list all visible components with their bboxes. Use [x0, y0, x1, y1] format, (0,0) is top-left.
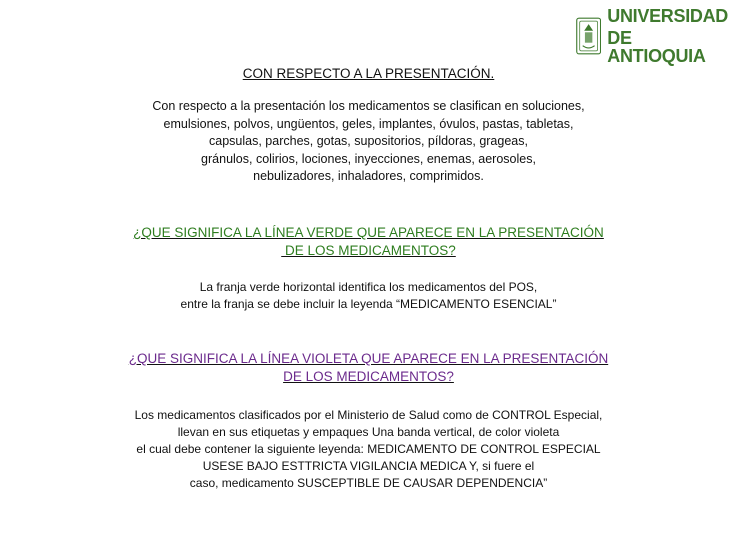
- paragraph-line: La franja verde horizontal identifica los medicamentos del POS,: [199, 280, 538, 294]
- paragraph-line: nebulizadores, inhaladores, comprimidos.: [253, 169, 484, 183]
- paragraph-line: emulsiones, polvos, ungüentos, geles, implantes, óvulos, pastas, tabletas,: [163, 116, 574, 131]
- heading-line: ¿QUE SIGNIFICA LA LÍNEA VIOLETA QUE APARECE EN LA PRESENTACIÓN: [128, 351, 609, 366]
- paragraph-line: gránulos, colirios, lociones, inyecciones, enemas, aerosoles,: [201, 151, 536, 166]
- logo-line-1: UNIVERSIDAD: [607, 6, 728, 26]
- violet-line-paragraph: [0, 407, 737, 492]
- presentation-heading: CON RESPECTO A LA PRESENTACIÓN.: [242, 66, 495, 81]
- green-line-heading: [0, 224, 737, 260]
- logo-line-2: DE ANTIOQUIA: [607, 28, 706, 66]
- paragraph-line: USESE BAJO ESTTRICTA VIGILANCIA MEDICA Y, si fuere el: [202, 459, 535, 473]
- heading-line: DE LOS MEDICAMENTOS?: [281, 243, 456, 258]
- university-name: [607, 5, 728, 67]
- paragraph-line: caso, medicamento SUSCEPTIBLE DE CAUSAR DEPENDENCIA”: [189, 476, 548, 490]
- paragraph-line: Con respecto a la presentación los medicamentos se clasifican en soluciones,: [152, 99, 585, 113]
- heading-line: DE LOS MEDICAMENTOS?: [283, 369, 454, 384]
- paragraph-line: llevan en sus etiquetas y empaques Una banda vertical, de color violeta: [177, 425, 560, 439]
- paragraph-line: el cual debe contener la siguiente leyenda: MEDICAMENTO DE CONTROL ESPECIAL: [136, 442, 601, 456]
- paragraph-line: Los medicamentos clasificados por el Ministerio de Salud como de CONTROL Especial,: [134, 408, 603, 422]
- paragraph-line: capsulas, parches, gotas, supositorios, píldoras, grageas,: [209, 134, 528, 148]
- violet-line-heading: [0, 350, 737, 386]
- paragraph-line: entre la franja se debe incluir la leyenda “MEDICAMENTO ESENCIAL”: [180, 297, 557, 311]
- university-logo: [576, 8, 728, 64]
- green-line-paragraph: [0, 279, 737, 313]
- university-seal-icon: [576, 11, 601, 61]
- heading-line: ¿QUE SIGNIFICA LA LÍNEA VERDE QUE APARECE EN LA PRESENTACIÓN: [133, 225, 604, 240]
- presentation-paragraph: [0, 98, 737, 186]
